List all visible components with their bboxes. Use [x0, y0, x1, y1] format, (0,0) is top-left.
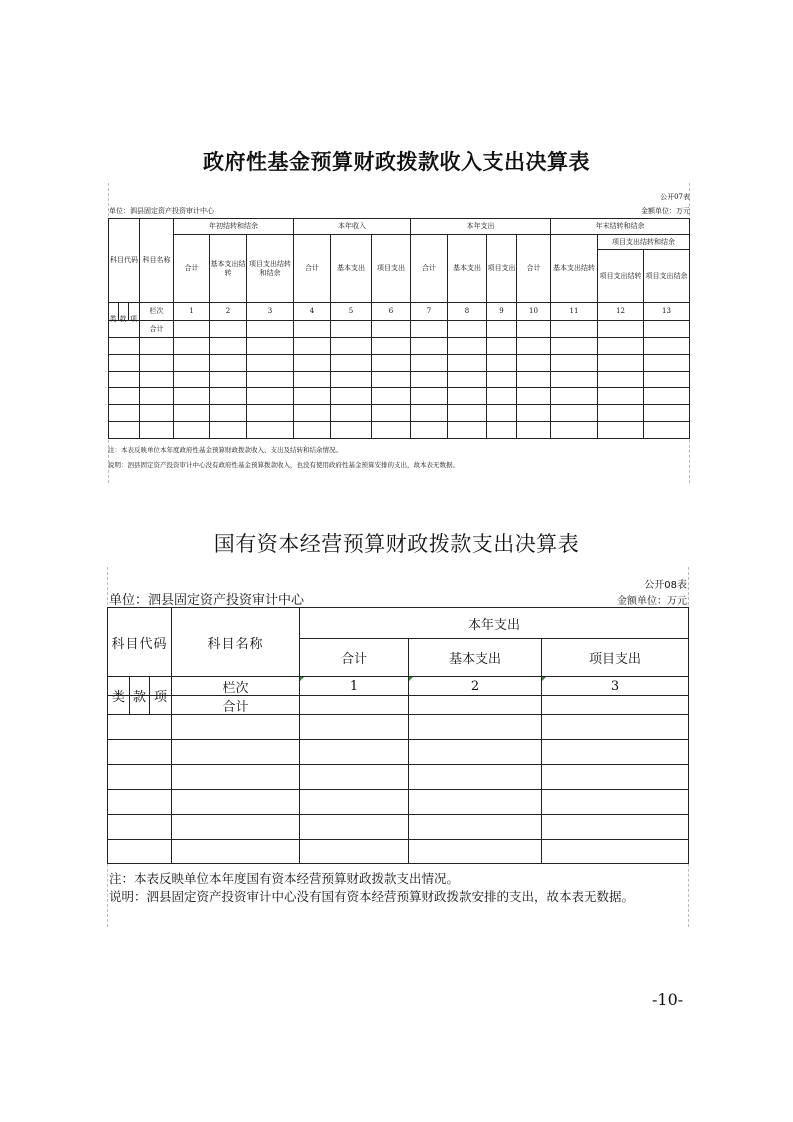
table2-amount-unit: 金额单位：万元	[617, 595, 687, 607]
table1-col-name-header: 科目名称	[142, 256, 171, 265]
table2-kuan: 款	[132, 690, 146, 705]
table1-col-number-3: 3	[267, 307, 273, 316]
table1-total-label: 合计	[149, 324, 164, 333]
table1-col-number-5: 5	[348, 307, 354, 316]
table1-form-no: 公开07表	[660, 193, 690, 202]
table2-unit-label: 单位：泗县固定资产投资审计中心	[109, 592, 305, 608]
table1-col-number-6: 6	[388, 307, 394, 316]
table2-group-expense: 本年支出	[467, 617, 520, 633]
table1-header-13: 项目支出结余	[645, 271, 688, 280]
table1-header-2: 基本支出结转	[210, 260, 246, 277]
table2-explanation: 说明：泗县固定资产投资审计中心没有国有资本经营预算财政拨款安排的支出，故本表无数据。	[109, 889, 635, 904]
table2-xiang: 项	[153, 690, 167, 705]
table2	[107, 567, 689, 927]
table1-col-code-header: 科目代码	[110, 256, 138, 265]
table1-header-12: 项目支出结转	[599, 271, 642, 280]
table1-group-end: 年末结转和结余	[595, 222, 645, 231]
table1-header-9: 项目支出	[487, 264, 516, 273]
table2-form-no: 公开08表	[644, 579, 687, 591]
table1-group-expense: 本年支出	[466, 222, 495, 231]
table1-note: 注：本表反映单位本年度政府性基金预算财政拨款收入、支出及结转和结余情况。	[108, 446, 342, 454]
table1-col-number-2: 2	[225, 307, 231, 316]
table1-col-number-8: 8	[464, 307, 470, 316]
table2-note: 注：本表反映单位本年度国有资本经营预算财政拨款支出情况。	[109, 871, 460, 886]
table1-group-income: 本年收入	[338, 222, 366, 231]
table2-title: 国有资本经营预算财政拨款支出决算表	[213, 532, 580, 556]
table1-header-8: 基本支出	[453, 264, 481, 273]
table1-kuan: 款	[119, 315, 127, 324]
table2-col-code-header: 科目代码	[111, 636, 168, 652]
table1-sub-project-end: 项目支出结转和结余	[612, 237, 675, 246]
table2-col-number-1: 1	[349, 678, 359, 694]
table1-group-begin: 年初结转和结余	[209, 222, 258, 231]
table1-amount-unit: 金额单位：万元	[641, 206, 690, 215]
table1-header-7: 合计	[422, 264, 436, 273]
table2-header-total: 合计	[340, 652, 367, 667]
table2-row-index-label: 栏次	[222, 680, 249, 696]
table1-row-index-label: 栏次	[149, 307, 164, 316]
table1-col-number-4: 4	[309, 307, 315, 316]
table2-total-label: 合计	[222, 699, 249, 715]
table1-header-1: 合计	[184, 264, 199, 273]
table1-header-10: 合计	[526, 264, 541, 273]
page-number: -10-	[652, 990, 684, 1009]
table2-header-project: 项目支出	[588, 652, 641, 667]
table1-header-11: 基本支出结转	[553, 264, 595, 273]
table1-col-number-12: 12	[616, 307, 625, 316]
table1-col-number-7: 7	[426, 307, 432, 316]
table2-col-name-header: 科目名称	[207, 636, 264, 652]
table2-col-number-2: 2	[470, 678, 480, 694]
table1-lei: 类	[109, 315, 117, 324]
table2-header-basic: 基本支出	[448, 652, 501, 667]
table1-col-number-13: 13	[662, 307, 671, 316]
table1-explanation: 说明：泗县固定资产投资审计中心没有政府性基金预算拨款收入，也没有使用政府性基金预算安排的支出，故本表无数据。	[108, 461, 459, 469]
table1-header-5: 基本支出	[337, 264, 365, 273]
table1-unit-label: 单位：泗县固定资产投资审计中心	[109, 206, 214, 215]
table1-title: 政府性基金预算财政拨款收入支出决算表	[203, 150, 590, 174]
table1-header-6: 项目支出	[377, 264, 405, 273]
table2-col-number-3: 3	[610, 678, 620, 694]
table1-col-number-11: 11	[569, 307, 579, 316]
table1-col-number-10: 10	[529, 307, 538, 316]
table1	[108, 183, 690, 483]
table1-header-4: 合计	[305, 264, 319, 273]
table2-lei: 类	[111, 690, 125, 705]
table1-col-number-1: 1	[189, 307, 194, 316]
table1-col-number-9: 9	[499, 307, 504, 316]
table1-xiang: 项	[130, 315, 137, 324]
table1-header-3: 项目支出结转和结余	[249, 260, 291, 277]
